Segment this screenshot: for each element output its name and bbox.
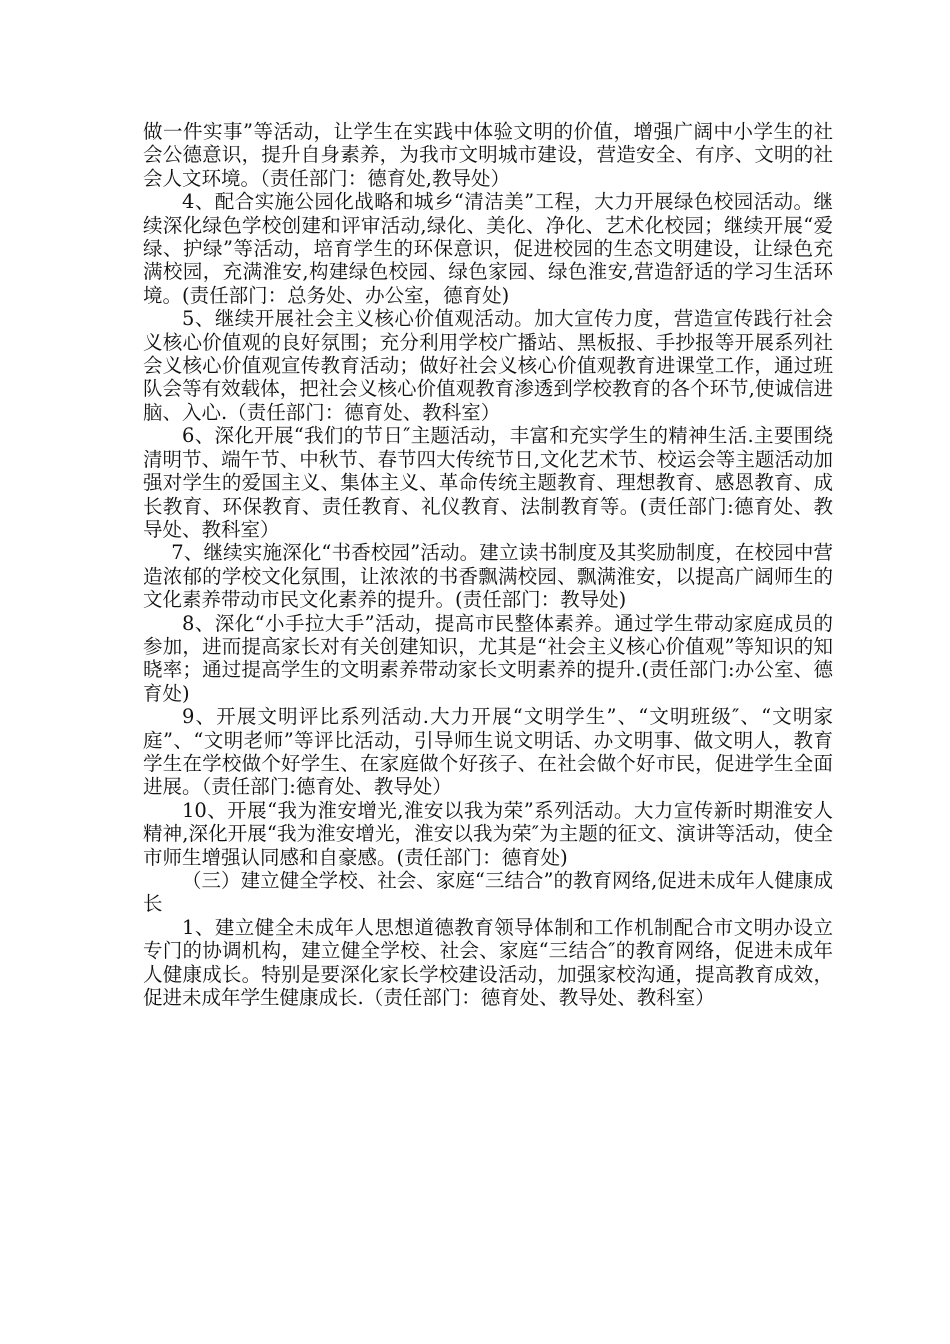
paragraph-section3-item-1: 1、建立健全未成年人思想道德教育领导体制和工作机制配合市文明办设立专门的协调机构，建立健全学校、社会、家庭“三结合″的教育网络，促进未成年人健康成长。特别是要深化家长学校建设活动，加强家校沟通，提高教育成效，促进未成年学生健康成长.（责任部门：德育处、教导处、教科室）	[143, 915, 833, 1010]
paragraph-item-8: 8、深化“小手拉大手”活动，提高市民整体素养。通过学生带动家庭成员的参加，进而提高家长对有关创建知识，尤其是“社会主义核心价值观”等知识的知晓率；通过提高学生的文明素养带动家长文明素养的提升.(责任部门:办公室、德育处)	[143, 611, 833, 705]
section-heading-3: （三）建立健全学校、社会、家庭“三结合”的教育网络,促进未成年人健康成长	[143, 869, 833, 916]
paragraph-item-10: 10、开展“我为淮安增光,淮安以我为荣”系列活动。大力宣传新时期淮安人精神,深化开展“我为淮安增光，淮安以我为荣″为主题的征文、演讲等活动，使全市师生增强认同感和自豪感。(责任部门：德育处)	[143, 798, 833, 869]
paragraph-item-9: 9、开展文明评比系列活动.大力开展“文明学生”、“文明班级″、“文明家庭”、“文明老师”等评比活动，引导师生说文明话、办文明事、做文明人，教育学生在学校做个好学生、在家庭做个好孩子、在社会做个好市民，促进学生全面进展。（责任部门:德育处、教导处）	[143, 705, 833, 799]
paragraph-item-5: 5、继续开展社会主义核心价值观活动。加大宣传力度，营造宣传践行社会义核心价值观的良好氛围；充分利用学校广播站、黑板报、手抄报等开展系列社会义核心价值观宣传教育活动；做好社会义核心价值观教育进课堂工作，通过班队会等有效载体，把社会义核心价值观教育渗透到学校教育的各个环节,使诚信进脑、入心.（责任部门：德育处、教科室）	[143, 307, 833, 424]
paragraph-item-4: 4、配合实施公园化战略和城乡“清洁美”工程，大力开展绿色校园活动。继续深化绿色学校创建和评审活动,绿化、美化、净化、艺术化校园；继续开展“爱绿、护绿”等活动，培育学生的环保意识，促进校园的生态文明建设，让绿色充满校园，充满淮安,构建绿色校园、绿色家园、绿色淮安,营造舒适的学习生活环境。(责任部门：总务处、办公室，德育处)	[143, 190, 833, 307]
paragraph-item-6: 6、深化开展“我们的节日″主题活动，丰富和充实学生的精神生活.主要围绕清明节、端午节、中秋节、春节四大传统节日,文化艺术节、校运会等主题活动加强对学生的爱国主义、集体主义、革命传统主题教育、理想教育、感恩教育、成长教育、环保教育、责任教育、礼仪教育、法制教育等。(责任部门:德育处、教导处、教科室）	[143, 424, 833, 541]
document-body	[143, 120, 833, 1009]
paragraph-item-7: 7、继续实施深化“书香校园”活动。建立读书制度及其奖励制度，在校园中营造浓郁的学校文化氛围，让浓浓的书香飘满校园、飘满淮安，以提高广阔师生的文化素养带动市民文化素养的提升。(责任部门：教导处)	[143, 541, 833, 612]
paragraph-continuation: 做一件实事”等活动，让学生在实践中体验文明的价值，增强广阔中小学生的社会公德意识，提升自身素养，为我市文明城市建设，营造安全、有序、文明的社会人文环境。（责任部门：德育处,教导处）	[143, 120, 833, 190]
